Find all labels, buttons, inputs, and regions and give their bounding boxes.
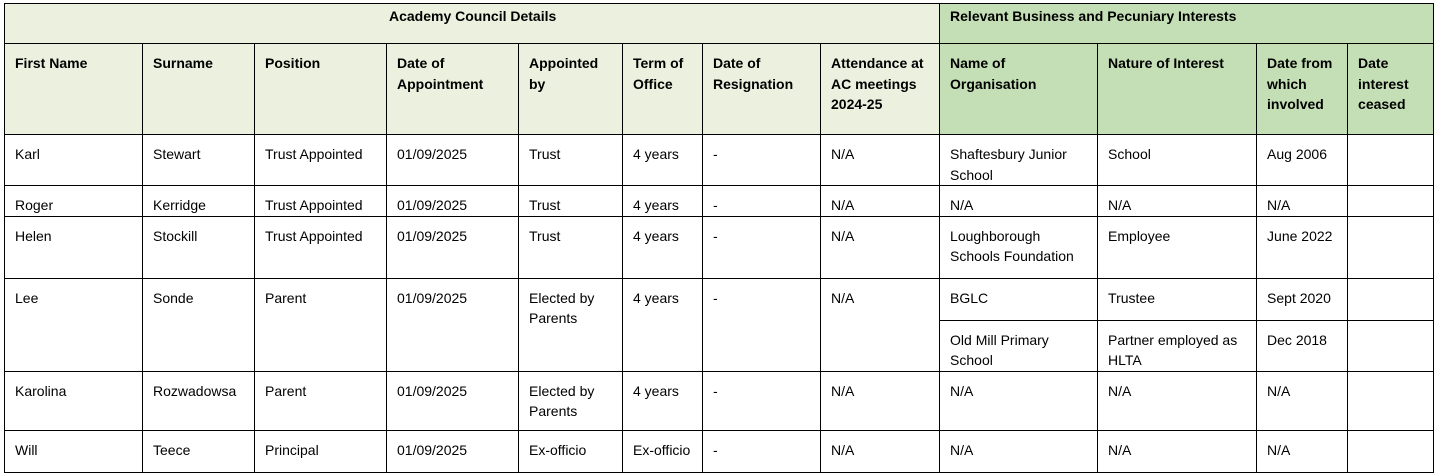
cell-nature: School (1098, 135, 1257, 186)
cell-date-of-appointment: 01/09/2025 (387, 216, 519, 278)
cell-term: 4 years (623, 371, 703, 430)
cell-date-from: N/A (1257, 371, 1348, 430)
cell-nature: Partner employed as HLTA (1098, 320, 1257, 371)
cell-position: Parent (255, 371, 387, 430)
cell-date-ceased (1348, 430, 1434, 472)
cell-attendance: N/A (821, 430, 940, 472)
cell-appointed-by: Elected by Parents (519, 371, 623, 430)
cell-surname: Rozwadowsa (143, 371, 255, 430)
cell-nature: N/A (1098, 430, 1257, 472)
column-header-row (5, 44, 1434, 135)
cell-resignation: - (703, 371, 821, 430)
column-header-surname: Surname (143, 44, 255, 135)
cell-appointed-by: Trust (519, 186, 623, 217)
cell-nature: N/A (1098, 186, 1257, 217)
column-header-date-of-resignation: Date of Resignation (703, 44, 821, 135)
cell-appointed-by: Elected by Parents (519, 278, 623, 371)
column-header-position: Position (255, 44, 387, 135)
cell-organisation: N/A (940, 371, 1098, 430)
cell-date-from: Dec 2018 (1257, 320, 1348, 371)
cell-organisation: N/A (940, 430, 1098, 472)
cell-appointed-by: Ex-officio (519, 430, 623, 472)
cell-resignation: - (703, 135, 821, 186)
cell-attendance: N/A (821, 186, 940, 217)
cell-first-name: Karl (5, 135, 143, 186)
cell-position: Parent (255, 278, 387, 371)
cell-date-from: N/A (1257, 430, 1348, 472)
cell-date-of-appointment: 01/09/2025 (387, 135, 519, 186)
cell-date-from: N/A (1257, 186, 1348, 217)
cell-date-from: Aug 2006 (1257, 135, 1348, 186)
cell-date-of-appointment: 01/09/2025 (387, 430, 519, 472)
column-header-attendance: Attendance at AC meetings 2024-25 (821, 44, 940, 135)
cell-date-of-appointment: 01/09/2025 (387, 371, 519, 430)
column-header-first-name: First Name (5, 44, 143, 135)
cell-term: 4 years (623, 278, 703, 371)
cell-first-name: Karolina (5, 371, 143, 430)
cell-date-ceased (1348, 186, 1434, 217)
cell-term: 4 years (623, 216, 703, 278)
table-row (5, 371, 1434, 430)
cell-date-ceased (1348, 278, 1434, 320)
cell-attendance: N/A (821, 216, 940, 278)
cell-first-name: Roger (5, 186, 143, 217)
cell-organisation: BGLC (940, 278, 1098, 320)
cell-organisation: Shaftesbury Junior School (940, 135, 1098, 186)
cell-surname: Sonde (143, 278, 255, 371)
cell-position: Trust Appointed (255, 135, 387, 186)
cell-resignation: - (703, 278, 821, 371)
cell-date-from: June 2022 (1257, 216, 1348, 278)
cell-date-of-appointment: 01/09/2025 (387, 278, 519, 371)
cell-resignation: - (703, 186, 821, 217)
cell-nature: Employee (1098, 216, 1257, 278)
cell-date-ceased (1348, 135, 1434, 186)
cell-position: Trust Appointed (255, 186, 387, 217)
cell-position: Principal (255, 430, 387, 472)
section-header-interests: Relevant Business and Pecuniary Interests (940, 4, 1434, 44)
cell-attendance: N/A (821, 278, 940, 371)
cell-resignation: - (703, 216, 821, 278)
cell-term: 4 years (623, 186, 703, 217)
table-row (5, 430, 1434, 472)
cell-first-name: Will (5, 430, 143, 472)
table-row (5, 278, 1434, 320)
cell-nature: N/A (1098, 371, 1257, 430)
table-row (5, 135, 1434, 186)
table-row (5, 186, 1434, 217)
cell-appointed-by: Trust (519, 135, 623, 186)
cell-term: Ex-officio (623, 430, 703, 472)
column-header-nature-of-interest: Nature of Interest (1098, 44, 1257, 135)
cell-attendance: N/A (821, 371, 940, 430)
cell-first-name: Lee (5, 278, 143, 371)
column-header-date-of-appointment: Date of Appointment (387, 44, 519, 135)
cell-surname: Stockill (143, 216, 255, 278)
cell-organisation: Old Mill Primary School (940, 320, 1098, 371)
cell-nature: Trustee (1098, 278, 1257, 320)
cell-attendance: N/A (821, 135, 940, 186)
section-header-council: Academy Council Details (5, 4, 940, 44)
cell-appointed-by: Trust (519, 216, 623, 278)
council-interests-table (4, 3, 1434, 473)
column-header-date-from: Date from which involved (1257, 44, 1348, 135)
cell-date-ceased (1348, 216, 1434, 278)
cell-organisation: N/A (940, 186, 1098, 217)
table-row (5, 216, 1434, 278)
cell-surname: Kerridge (143, 186, 255, 217)
cell-date-ceased (1348, 371, 1434, 430)
column-header-name-of-organisation: Name of Organisation (940, 44, 1098, 135)
cell-date-ceased (1348, 320, 1434, 371)
cell-term: 4 years (623, 135, 703, 186)
column-header-term-of-office: Term of Office (623, 44, 703, 135)
column-header-appointed-by: Appointed by (519, 44, 623, 135)
cell-date-from: Sept 2020 (1257, 278, 1348, 320)
cell-resignation: - (703, 430, 821, 472)
cell-position: Trust Appointed (255, 216, 387, 278)
cell-date-of-appointment: 01/09/2025 (387, 186, 519, 217)
cell-first-name: Helen (5, 216, 143, 278)
column-header-date-ceased: Date interest ceased (1348, 44, 1434, 135)
cell-organisation: Loughborough Schools Foundation (940, 216, 1098, 278)
cell-surname: Teece (143, 430, 255, 472)
cell-surname: Stewart (143, 135, 255, 186)
